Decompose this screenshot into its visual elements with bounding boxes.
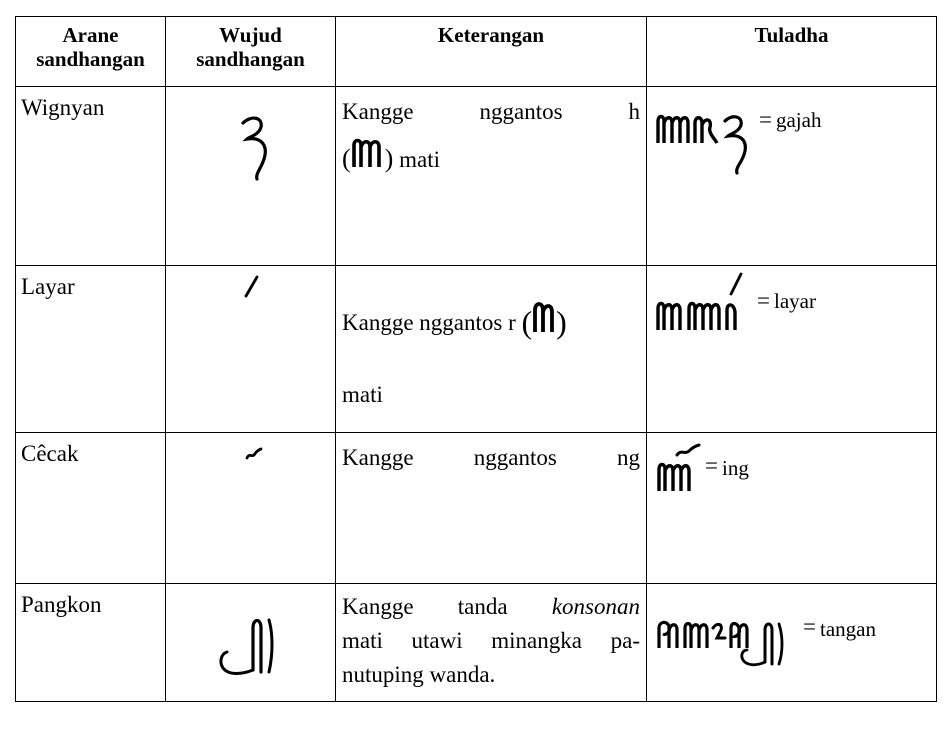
example: [647, 584, 936, 735]
description: [336, 584, 646, 692]
row-name: Pangkon: [21, 592, 102, 617]
equals-sign: =: [757, 288, 770, 313]
glyph-cell: [166, 87, 336, 266]
header-wujud: [166, 17, 336, 87]
description-cell: [336, 584, 647, 702]
header-arane-line1: Arane: [62, 23, 119, 47]
tangan-aksara-icon: [655, 618, 799, 668]
example: [647, 266, 936, 436]
desc-text: mati: [399, 147, 440, 172]
desc-text: Kangge nggantos r: [342, 310, 516, 335]
paren-close: ): [384, 144, 394, 173]
desc-word: nggantos: [479, 99, 563, 124]
example-cell: [647, 584, 937, 702]
table-row: [16, 584, 937, 702]
table-row: [16, 266, 937, 433]
description-line1: [342, 300, 640, 342]
equals-sign: =: [705, 453, 718, 478]
header-wujud-line2: sandhangan: [196, 47, 305, 71]
header-wujud-line1: Wujud: [219, 23, 282, 47]
description-line1: [342, 93, 640, 131]
row-name-cell: [16, 584, 166, 702]
row-name-cell: [16, 433, 166, 584]
description-cell: [336, 266, 647, 433]
equals-sign: =: [759, 107, 772, 132]
description: [336, 87, 646, 179]
pangkon-glyph-icon: [213, 614, 283, 678]
row-name-cell: [16, 87, 166, 266]
glyph-cell: [166, 433, 336, 584]
desc-word: nggantos: [473, 445, 557, 470]
header-keterangan: Keterangan: [336, 17, 647, 87]
description-line2: [342, 137, 640, 179]
wignyan-glyph-icon: [237, 113, 277, 183]
table-row: [16, 433, 937, 584]
row-name-cell: [16, 266, 166, 433]
description-line3: nutuping wanda.: [342, 662, 496, 687]
desc-word: ng: [617, 445, 640, 470]
layar-aksara-icon: [655, 270, 747, 336]
example-cell: [647, 87, 937, 266]
ing-aksara-icon: [655, 441, 701, 497]
glyph-cell: [166, 266, 336, 433]
description-line1: [342, 439, 640, 477]
table-row: [16, 87, 937, 266]
example: [647, 87, 936, 291]
header-arane-line2: sandhangan: [36, 47, 145, 71]
description: [336, 266, 646, 414]
example-word: layar: [773, 289, 816, 313]
example: [647, 433, 936, 591]
glyph-cell: [166, 584, 336, 702]
ha-aksara-icon: [351, 137, 385, 171]
description: [336, 433, 646, 477]
layar-glyph-icon: [242, 274, 262, 300]
desc-word: h: [628, 99, 640, 124]
cecak-glyph-icon: [244, 447, 264, 463]
equals-sign: =: [803, 614, 816, 639]
header-row: [16, 17, 937, 87]
desc-word: Kangge: [342, 445, 414, 470]
description-cell: [336, 433, 647, 584]
example-word: gajah: [775, 108, 822, 132]
desc-italic: konsonan: [551, 594, 640, 619]
description-line1: [342, 590, 640, 624]
description-line2: mati: [342, 382, 383, 407]
header-arane: [16, 17, 166, 87]
row-name: Wignyan: [21, 95, 105, 120]
desc-word: Kangge: [342, 99, 414, 124]
paren-close: ): [556, 304, 567, 340]
example-cell: [647, 266, 937, 433]
row-name: Cêcak: [21, 441, 79, 466]
description-line2: mati utawi minangka pa-: [342, 628, 640, 653]
sandhangan-table: [15, 16, 937, 702]
desc-text: Kangge tanda: [342, 594, 552, 619]
header-tuladha: Tuladha: [647, 17, 937, 87]
example-word: tangan: [819, 617, 876, 641]
example-cell: [647, 433, 937, 584]
description-cell: [336, 87, 647, 266]
paren-open: (: [342, 144, 351, 173]
example-word: ing: [721, 456, 749, 480]
paren-open: (: [521, 304, 533, 340]
ra-aksara-icon: [532, 300, 556, 336]
row-name: Layar: [21, 274, 75, 299]
gajah-aksara-icon: [655, 113, 755, 175]
